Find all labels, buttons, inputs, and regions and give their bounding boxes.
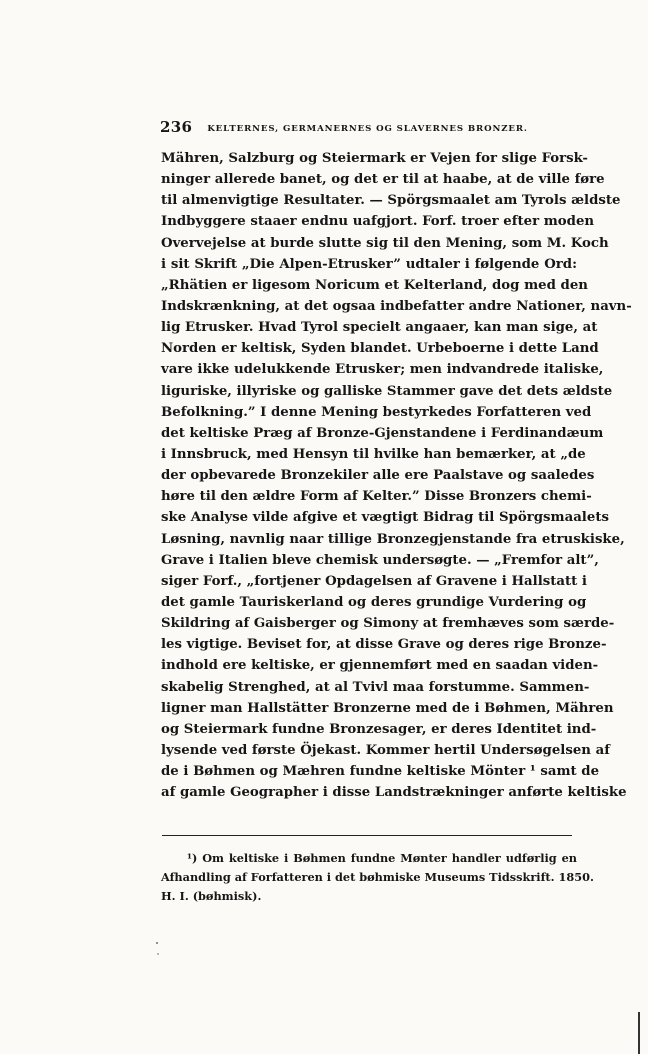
body-line: lysende ved første Öjekast. Kommer hertil Undersøgelsen af — [161, 742, 610, 758]
body-line: Overvejelse at burde slutte sig til den Mening, som M. Koch — [161, 235, 609, 251]
body-line: høre til den ældre Form af Kelter.” Disse Bronzers chemi- — [161, 489, 592, 505]
body-line: Indbyggere staaer endnu uafgjort. Forf. troer efter moden — [161, 214, 595, 230]
body-line: det gamle Tauriskerland og deres grundige Vurdering og — [161, 594, 587, 610]
body-line: Indskrænkning, at det ogsaa indbefatter andre Nationer, navn- — [161, 298, 632, 314]
footnote-line: ¹) Om keltiske i Bøhmen fundne Mønter handler udførlig en — [187, 851, 577, 865]
running-head: KELTERNES, GERMANERNES OG SLAVERNES BRONZER. — [207, 124, 528, 134]
footnote-line: Afhandling af Forfatteren i det bøhmiske Museums Tidsskrift. 1850. — [161, 870, 594, 884]
speck — [156, 942, 158, 944]
body-line: der opbevarede Bronzekiler alle ere Paalstave og saaledes — [161, 468, 595, 484]
body-line: de i Bøhmen og Mæhren fundne keltiske Mönter ¹ samt de — [161, 764, 600, 780]
footnote — [161, 849, 594, 906]
body-line: les vigtige. Beviset for, at disse Grave og deres rige Bronze- — [161, 637, 607, 653]
footnote-divider — [162, 835, 572, 836]
body-line: og Steiermark fundne Bronzesager, er deres Identitet ind- — [161, 721, 597, 737]
speck — [157, 953, 158, 954]
body-line: siger Forf., „fortjener Opdagelsen af Gravene i Hallstatt i — [161, 573, 587, 589]
body-line: „Rhätien er ligesom Noricum et Kelterland, dog med den — [161, 277, 588, 293]
footnote-line: H. I. (bøhmisk). — [161, 889, 262, 903]
body-line: til almenvigtige Resultater. — Spörgsmaalet am Tyrols ældste — [161, 193, 621, 209]
body-line: Befolkning.” I denne Mening bestyrkedes Forfatteren ved — [161, 404, 592, 420]
page-number: 236 — [160, 118, 193, 136]
body-line: ske Analyse vilde afgive et vægtigt Bidrag til Spörgsmaalets — [161, 510, 609, 526]
body-text — [161, 148, 632, 803]
body-line: ninger allerede banet, og det er til at haabe, at de ville føre — [161, 172, 605, 188]
body-line: af gamle Geographer i disse Landstrækninger anførte keltiske — [161, 785, 627, 801]
body-line: ligner man Hallstätter Bronzerne med de i Bøhmen, Mähren — [161, 700, 614, 716]
body-line: Løsning, navnlig naar tillige Bronzegjenstande fra etruskiske, — [161, 531, 625, 547]
body-line: vare ikke udelukkende Etrusker; men indvandrede italiske, — [161, 362, 604, 378]
gutter-mark — [638, 1012, 640, 1054]
body-line: Mähren, Salzburg og Steiermark er Vejen for slige Forsk- — [161, 151, 588, 166]
body-line: i Innsbruck, med Hensyn til hvilke han bemærker, at „de — [161, 446, 586, 462]
body-line: Grave i Italien bleve chemisk undersøgte. — „Fremfor alt”, — [161, 552, 599, 568]
body-line: lig Etrusker. Hvad Tyrol specielt angaaer, kan man sige, at — [161, 320, 598, 336]
body-line: Skildring af Gaisberger og Simony at fremhæves som særde- — [161, 616, 615, 632]
body-line: det keltiske Præg af Bronze-Gjenstandene i Ferdinandæum — [161, 425, 604, 441]
page-header — [160, 117, 580, 139]
body-line: liguriske, illyriske og galliske Stammer gave det dets ældste — [161, 383, 613, 399]
body-line: i sit Skrift „Die Alpen-Etrusker” udtaler i følgende Ord: — [161, 256, 577, 272]
body-line: skabelig Strenghed, at al Tvivl maa forstumme. Sammen- — [161, 679, 590, 695]
body-line: indhold ere keltiske, er gjennemført med en saadan viden- — [161, 658, 599, 674]
body-line: Norden er keltisk, Syden blandet. Urbeboerne i dette Land — [161, 341, 599, 357]
